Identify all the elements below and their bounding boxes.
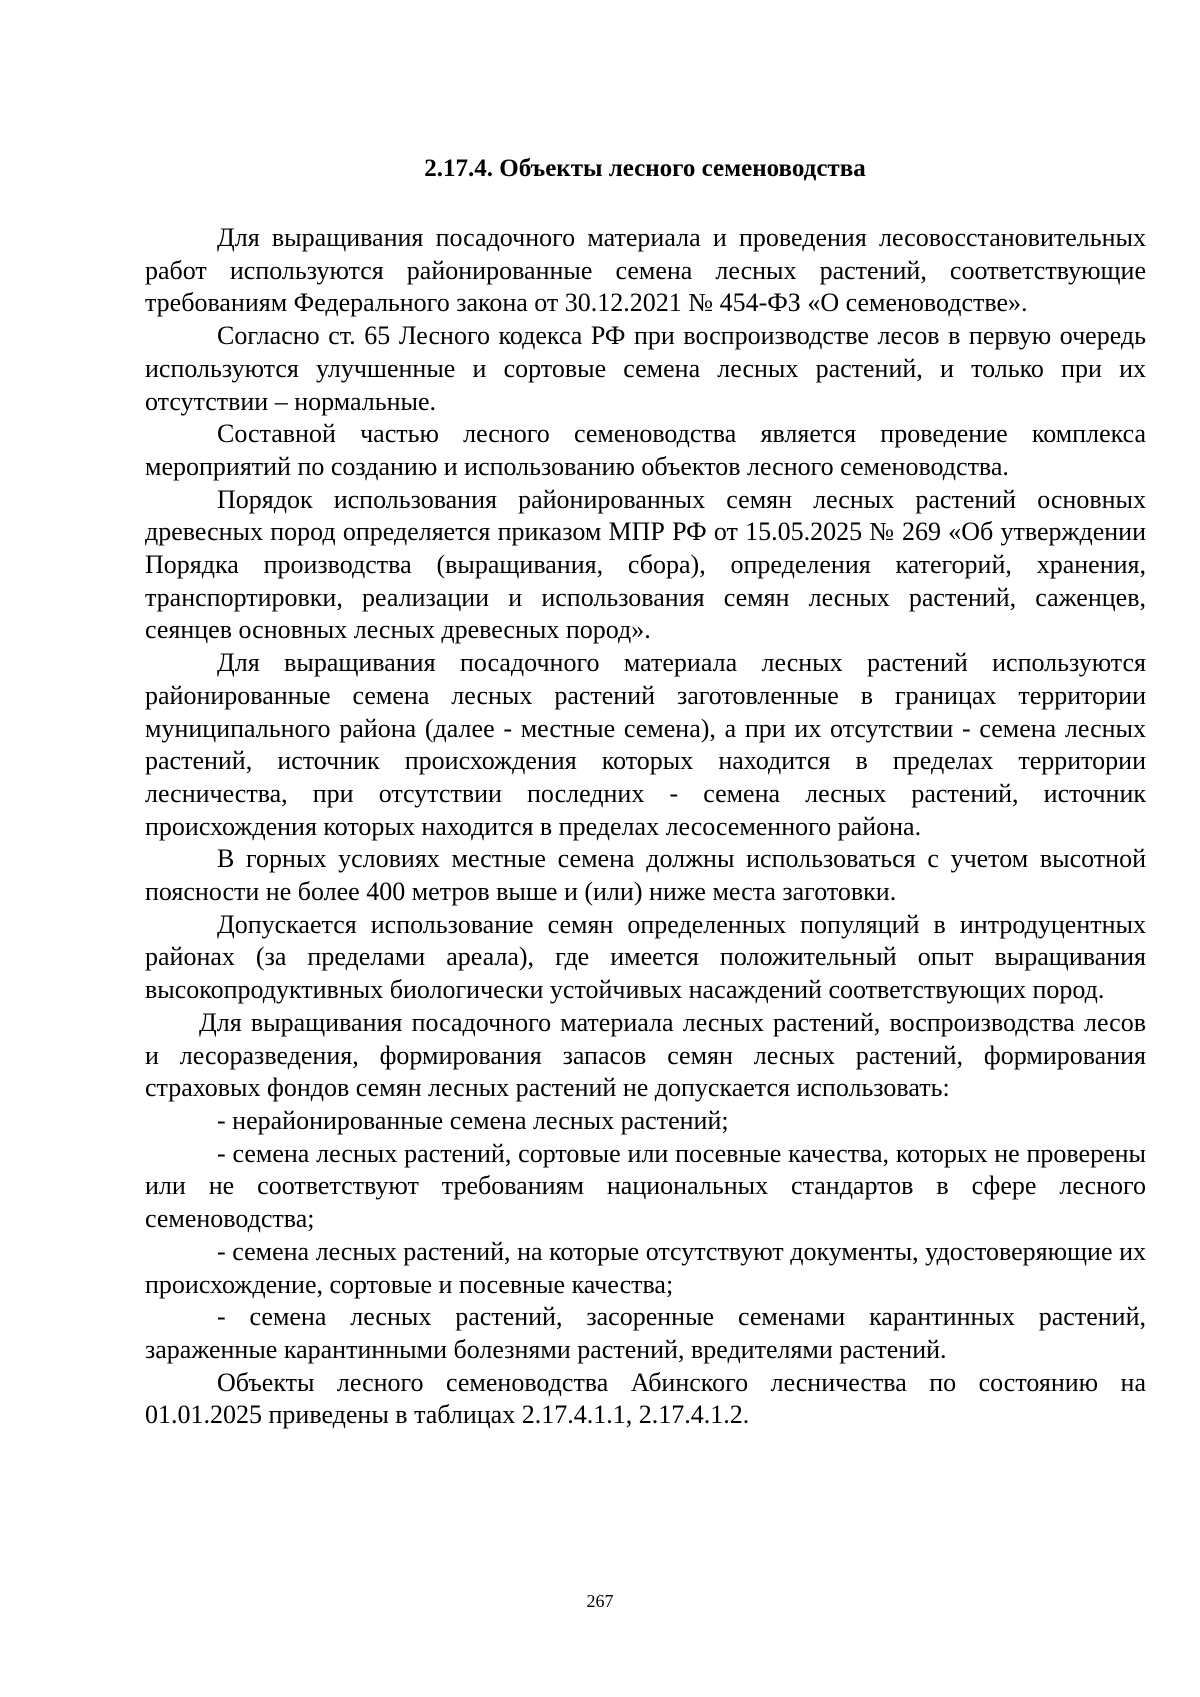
list-item: - семена лесных растений, засоренные семенами карантинных растений, зараженные карантинными болезнями растений, вредителями растений. [145, 1302, 1146, 1364]
paragraph-forest-code: Согласно ст. 65 Лесного кодекса РФ при воспроизводстве лесов в первую очередь используются улучшенные и сортовые семена лесных растений, и только при их отсутствии – нормальные. [145, 321, 1146, 416]
paragraph-seed-requirements: Для выращивания посадочного материала и проведения лесовосстановительных работ используются районированные семена лесных растений, соответствующие требованиям Федерального закона от 30.12.2021 № 454-ФЗ «О семеноводстве». [145, 223, 1146, 318]
list-item: - нерайонированные семена лесных растений; [217, 1105, 729, 1135]
body-text [145, 222, 1146, 1432]
paragraph-seed-measures: Составной частью лесного семеноводства является проведение комплекса мероприятий по созданию и использованию объектов лесного семеноводства. [145, 419, 1146, 481]
paragraph-mountain: В горных условиях местные семена должны использоваться с учетом высотной поясности не более 400 метров выше и (или) ниже места заготовки. [145, 844, 1146, 907]
paragraph-prohibited: Для выращивания посадочного материала лесных растений, воспроизводства лесов и лесоразведения, формирования запасов семян лесных растений, формирования страховых фондов семян лесных растений не допускается использовать: [145, 1007, 1146, 1103]
paragraph-tables-reference: Объекты лесного семеноводства Абинского лесничества по состоянию на 01.01.2025 приведены в таблицах 2.17.4.1.1, 2.17.4.1.2. [145, 1367, 1146, 1430]
paragraph-order: Порядок использования районированных семян лесных растений основных древесных пород определяется приказом МПР РФ от 15.05.2025 № 269 «Об утверждении Порядка производства (выращивания, сбора), определения категорий, хранения, транспортировки, реализации и использования семян лесных растений, саженцев, сеянцев основных лесных древесных пород». [145, 484, 1146, 645]
list-item: - семена лесных растений, сортовые или посевные качества, которых не проверены или не соответствуют требованиям национальных стандартов в сфере лесного семеноводства; [145, 1138, 1146, 1234]
paragraph-introduction: Допускается использование семян определенных популяций в интродуцентных районах (за пределами ареала), где имеется положительный опыт выращивания высокопродуктивных биологически устойчивых насаждений соответствующих пород. [145, 909, 1146, 1005]
list-item: - семена лесных растений, на которые отсутствуют документы, удостоверяющие их происхождение, сортовые и посевные качества; [145, 1236, 1146, 1299]
page-number: 267 [586, 1591, 614, 1611]
section-heading: 2.17.4. Объекты лесного семеноводства [424, 155, 866, 182]
paragraph-local-seeds: Для выращивания посадочного материала лесных растений используются районированные семена лесных растений заготовленные в границах территории муниципального района (далее - местные семена), а при их отсутствии - семена лесных растений, источник происхождения которых находится в пределах территории лесничества, при отсутствии последних - семена лесных растений, источник происхождения которых находится в пределах лесосеменного района. [145, 648, 1146, 841]
